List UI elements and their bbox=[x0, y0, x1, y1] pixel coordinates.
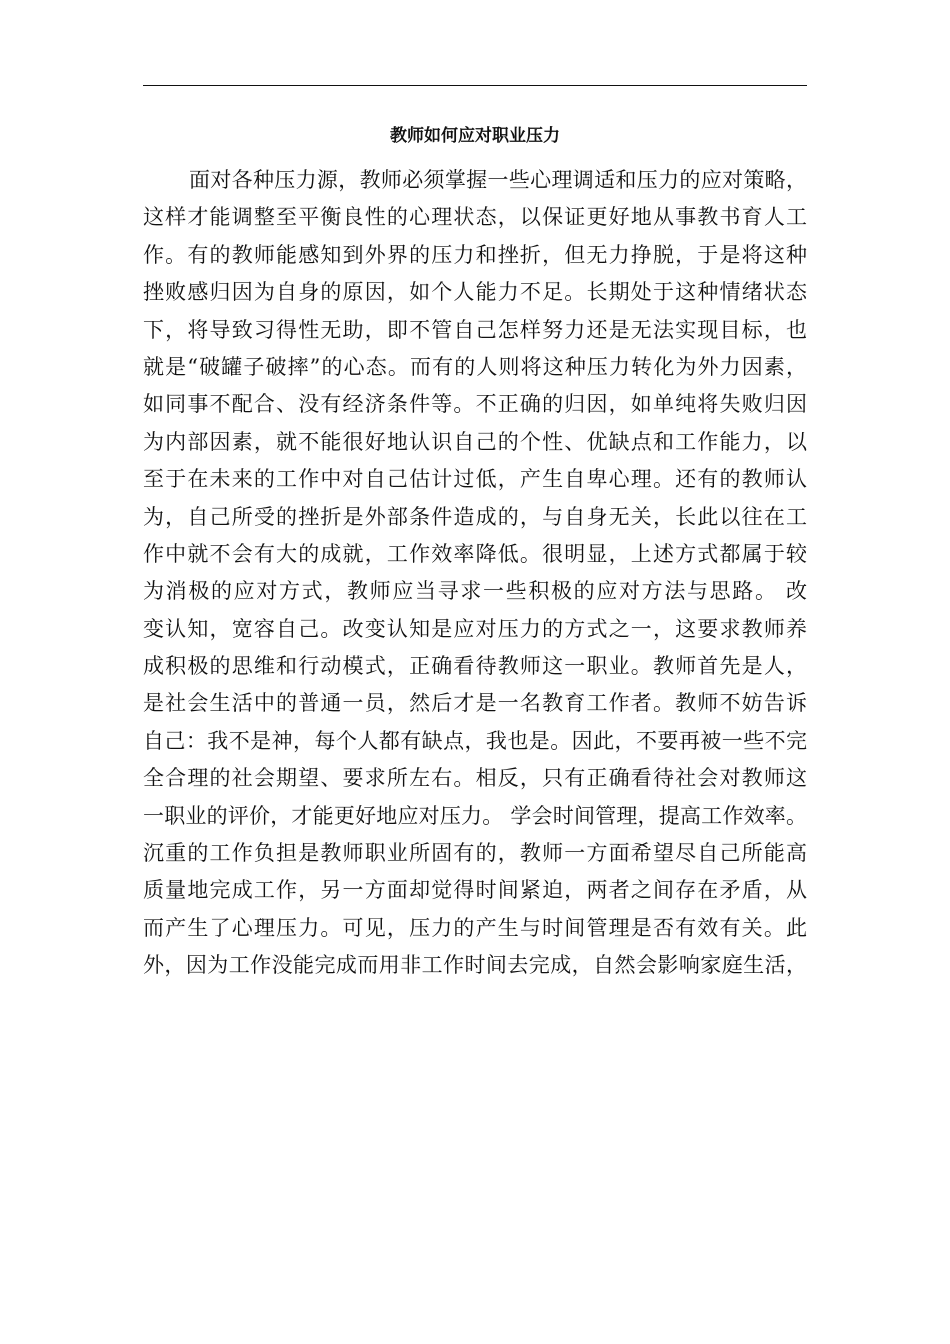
text-line: 是社会生活中的普通一员，然后才是一名教育工作者。教师不妨告诉 bbox=[143, 691, 807, 716]
text-line: 这样才能调整至平衡良性的心理状态，以保证更好地从事教书育人工 bbox=[143, 205, 807, 230]
text-line: 外，因为工作没能完成而用非工作时间去完成，自然会影响家庭生活， bbox=[143, 953, 807, 978]
text-line: 为，自己所受的挫折是外部条件造成的，与自身无关，长此以往在工 bbox=[143, 504, 807, 529]
text-line: 如同事不配合、没有经济条件等。不正确的归因，如单纯将失败归因 bbox=[143, 392, 807, 417]
text-line: 为消极的应对方式，教师应当寻求一些积极的应对方法与思路。 改 bbox=[143, 579, 807, 604]
text-line: 质量地完成工作，另一方面却觉得时间紧迫，两者之间存在矛盾，从 bbox=[143, 878, 807, 903]
text-line: 变认知，宽容自己。改变认知是应对压力的方式之一，这要求教师养 bbox=[143, 616, 807, 641]
body-text bbox=[143, 162, 807, 985]
text-line: 面对各种压力源，教师必须掌握一些心理调适和压力的应对策略， bbox=[189, 168, 807, 192]
text-line: 沉重的工作负担是教师职业所固有的，教师一方面希望尽自己所能高 bbox=[143, 841, 807, 866]
text-line: 作。有的教师能感知到外界的压力和挫折，但无力挣脱，于是将这种 bbox=[143, 242, 807, 267]
text-line: 一职业的评价，才能更好地应对压力。 学会时间管理，提高工作效率。 bbox=[143, 803, 807, 828]
text-line: 为内部因素，就不能很好地认识自己的个性、优缺点和工作能力，以 bbox=[143, 429, 807, 454]
text-line: 就是“破罐子破摔”的心态。而有的人则将这种压力转化为外力因素， bbox=[143, 354, 807, 379]
text-line: 挫败感归因为自身的原因，如个人能力不足。长期处于这种情绪状态 bbox=[143, 280, 807, 305]
text-line: 自己：我不是神，每个人都有缺点，我也是。因此，不要再被一些不完 bbox=[143, 728, 807, 753]
text-line: 至于在未来的工作中对自己估计过低，产生自卑心理。还有的教师认 bbox=[143, 467, 807, 492]
text-line: 而产生了心理压力。可见，压力的产生与时间管理是否有效有关。此 bbox=[143, 915, 807, 940]
document-title: 教师如何应对职业压力 bbox=[390, 126, 560, 146]
text-line: 成积极的思维和行动模式，正确看待教师这一职业。教师首先是人， bbox=[143, 654, 807, 679]
text-line: 全合理的社会期望、要求所左右。相反，只有正确看待社会对教师这 bbox=[143, 766, 807, 791]
text-line: 下，将导致习得性无助，即不管自己怎样努力还是无法实现目标，也 bbox=[143, 317, 807, 342]
header-rule bbox=[143, 85, 807, 86]
text-line: 作中就不会有大的成就，工作效率降低。很明显，上述方式都属于较 bbox=[143, 541, 807, 566]
